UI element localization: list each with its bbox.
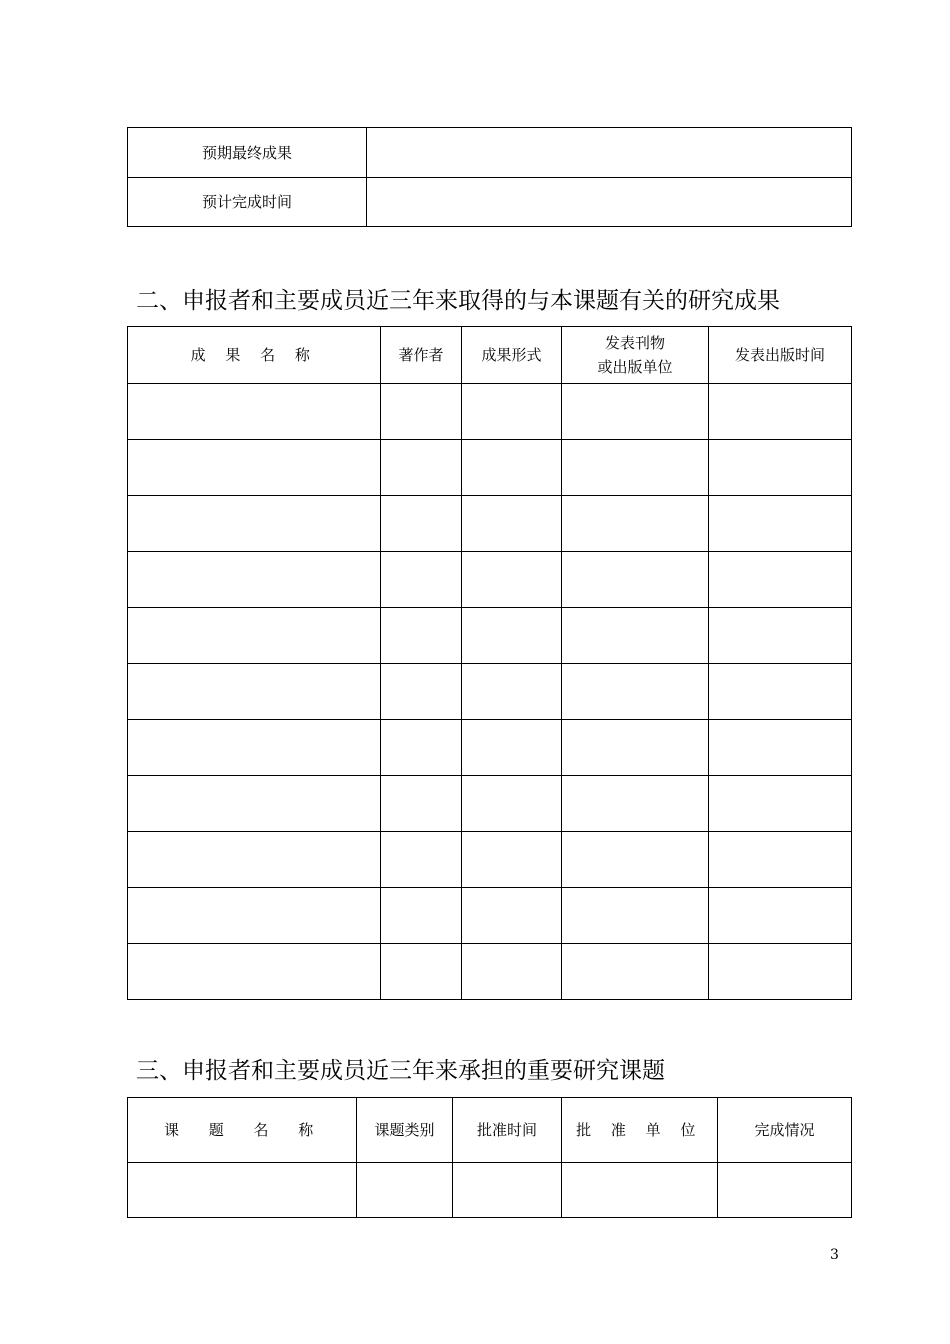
table-cell[interactable] [462,888,562,944]
table-row [128,384,852,440]
table-cell[interactable] [381,664,462,720]
table-cell[interactable] [462,776,562,832]
table-cell[interactable] [128,496,381,552]
table-header-row [128,1098,852,1163]
table-row [128,496,852,552]
table-cell[interactable] [357,1163,453,1218]
table-cell[interactable] [128,776,381,832]
table-cell[interactable] [709,440,852,496]
table-cell[interactable] [453,1163,562,1218]
table-row [128,128,852,178]
table-cell[interactable] [128,552,381,608]
table-cell[interactable] [709,832,852,888]
table-cell[interactable] [381,552,462,608]
table-cell[interactable] [562,384,709,440]
table-cell[interactable] [562,776,709,832]
table-header-row [128,327,852,384]
table-cell[interactable] [562,888,709,944]
table-cell[interactable] [562,1163,718,1218]
table-cell[interactable] [709,720,852,776]
header-publisher-line2: 或出版单位 [597,358,673,376]
table-cell[interactable] [381,384,462,440]
table-cell[interactable] [562,552,709,608]
table-cell[interactable] [381,720,462,776]
table-cell[interactable] [718,1163,852,1218]
expected-final-outcome-label: 预期最终成果 [128,128,367,178]
research-projects-table [127,1097,852,1218]
table-cell[interactable] [709,888,852,944]
research-projects-body [128,1163,852,1218]
table-cell[interactable] [562,664,709,720]
table-row [128,720,852,776]
expected-completion-time-value[interactable] [367,178,852,227]
table-row [128,1163,852,1218]
table-cell[interactable] [381,496,462,552]
table-cell[interactable] [128,384,381,440]
table-cell[interactable] [381,440,462,496]
header-achievement-form: 成果形式 [462,327,562,384]
header-project-category: 课题类别 [357,1098,453,1163]
table-cell[interactable] [128,664,381,720]
table-row [128,888,852,944]
table-cell[interactable] [709,944,852,1000]
table-cell[interactable] [562,944,709,1000]
header-publisher-line1: 发表刊物 [604,334,665,352]
table-row [128,832,852,888]
table-cell[interactable] [562,720,709,776]
table-cell[interactable] [128,1163,357,1218]
table-cell[interactable] [709,496,852,552]
table-row [128,776,852,832]
table-cell[interactable] [462,720,562,776]
expected-completion-time-label: 预计完成时间 [128,178,367,227]
table-cell[interactable] [562,440,709,496]
header-approval-unit: 批 准 单 位 [562,1098,718,1163]
table-cell[interactable] [709,776,852,832]
table-cell[interactable] [128,944,381,1000]
table-cell[interactable] [709,384,852,440]
table-row [128,608,852,664]
page-number: 3 [830,1247,839,1263]
section2-heading: 二、申报者和主要成员近三年来取得的与本课题有关的研究成果 [136,288,780,314]
table-cell[interactable] [709,664,852,720]
table-cell[interactable] [462,496,562,552]
table-cell[interactable] [128,888,381,944]
table-cell[interactable] [128,720,381,776]
table-cell[interactable] [462,944,562,1000]
table-row [128,944,852,1000]
expected-outcome-table [127,127,852,227]
table-cell[interactable] [709,552,852,608]
table-cell[interactable] [381,776,462,832]
table-cell[interactable] [462,608,562,664]
expected-final-outcome-value[interactable] [367,128,852,178]
table-cell[interactable] [128,832,381,888]
table-cell[interactable] [128,440,381,496]
table-row [128,552,852,608]
table-row [128,440,852,496]
table-cell[interactable] [462,832,562,888]
research-achievements-body [128,384,852,1000]
header-completion-status: 完成情况 [718,1098,852,1163]
header-publisher [562,327,709,384]
table-cell[interactable] [562,496,709,552]
header-author: 著作者 [381,327,462,384]
research-achievements-table [127,326,852,1000]
table-cell[interactable] [462,664,562,720]
section3-heading: 三、申报者和主要成员近三年来承担的重要研究课题 [136,1058,665,1084]
header-approval-time: 批准时间 [453,1098,562,1163]
header-project-name: 课 题 名 称 [128,1098,357,1163]
table-cell[interactable] [462,440,562,496]
table-cell[interactable] [381,608,462,664]
table-cell[interactable] [709,608,852,664]
table-row [128,178,852,227]
table-cell[interactable] [381,832,462,888]
table-cell[interactable] [462,552,562,608]
table-cell[interactable] [381,944,462,1000]
table-cell[interactable] [381,888,462,944]
table-cell[interactable] [462,384,562,440]
table-cell[interactable] [562,608,709,664]
table-cell[interactable] [562,832,709,888]
header-achievement-name: 成 果 名 称 [128,327,381,384]
table-row [128,664,852,720]
header-publish-time: 发表出版时间 [709,327,852,384]
table-cell[interactable] [128,608,381,664]
